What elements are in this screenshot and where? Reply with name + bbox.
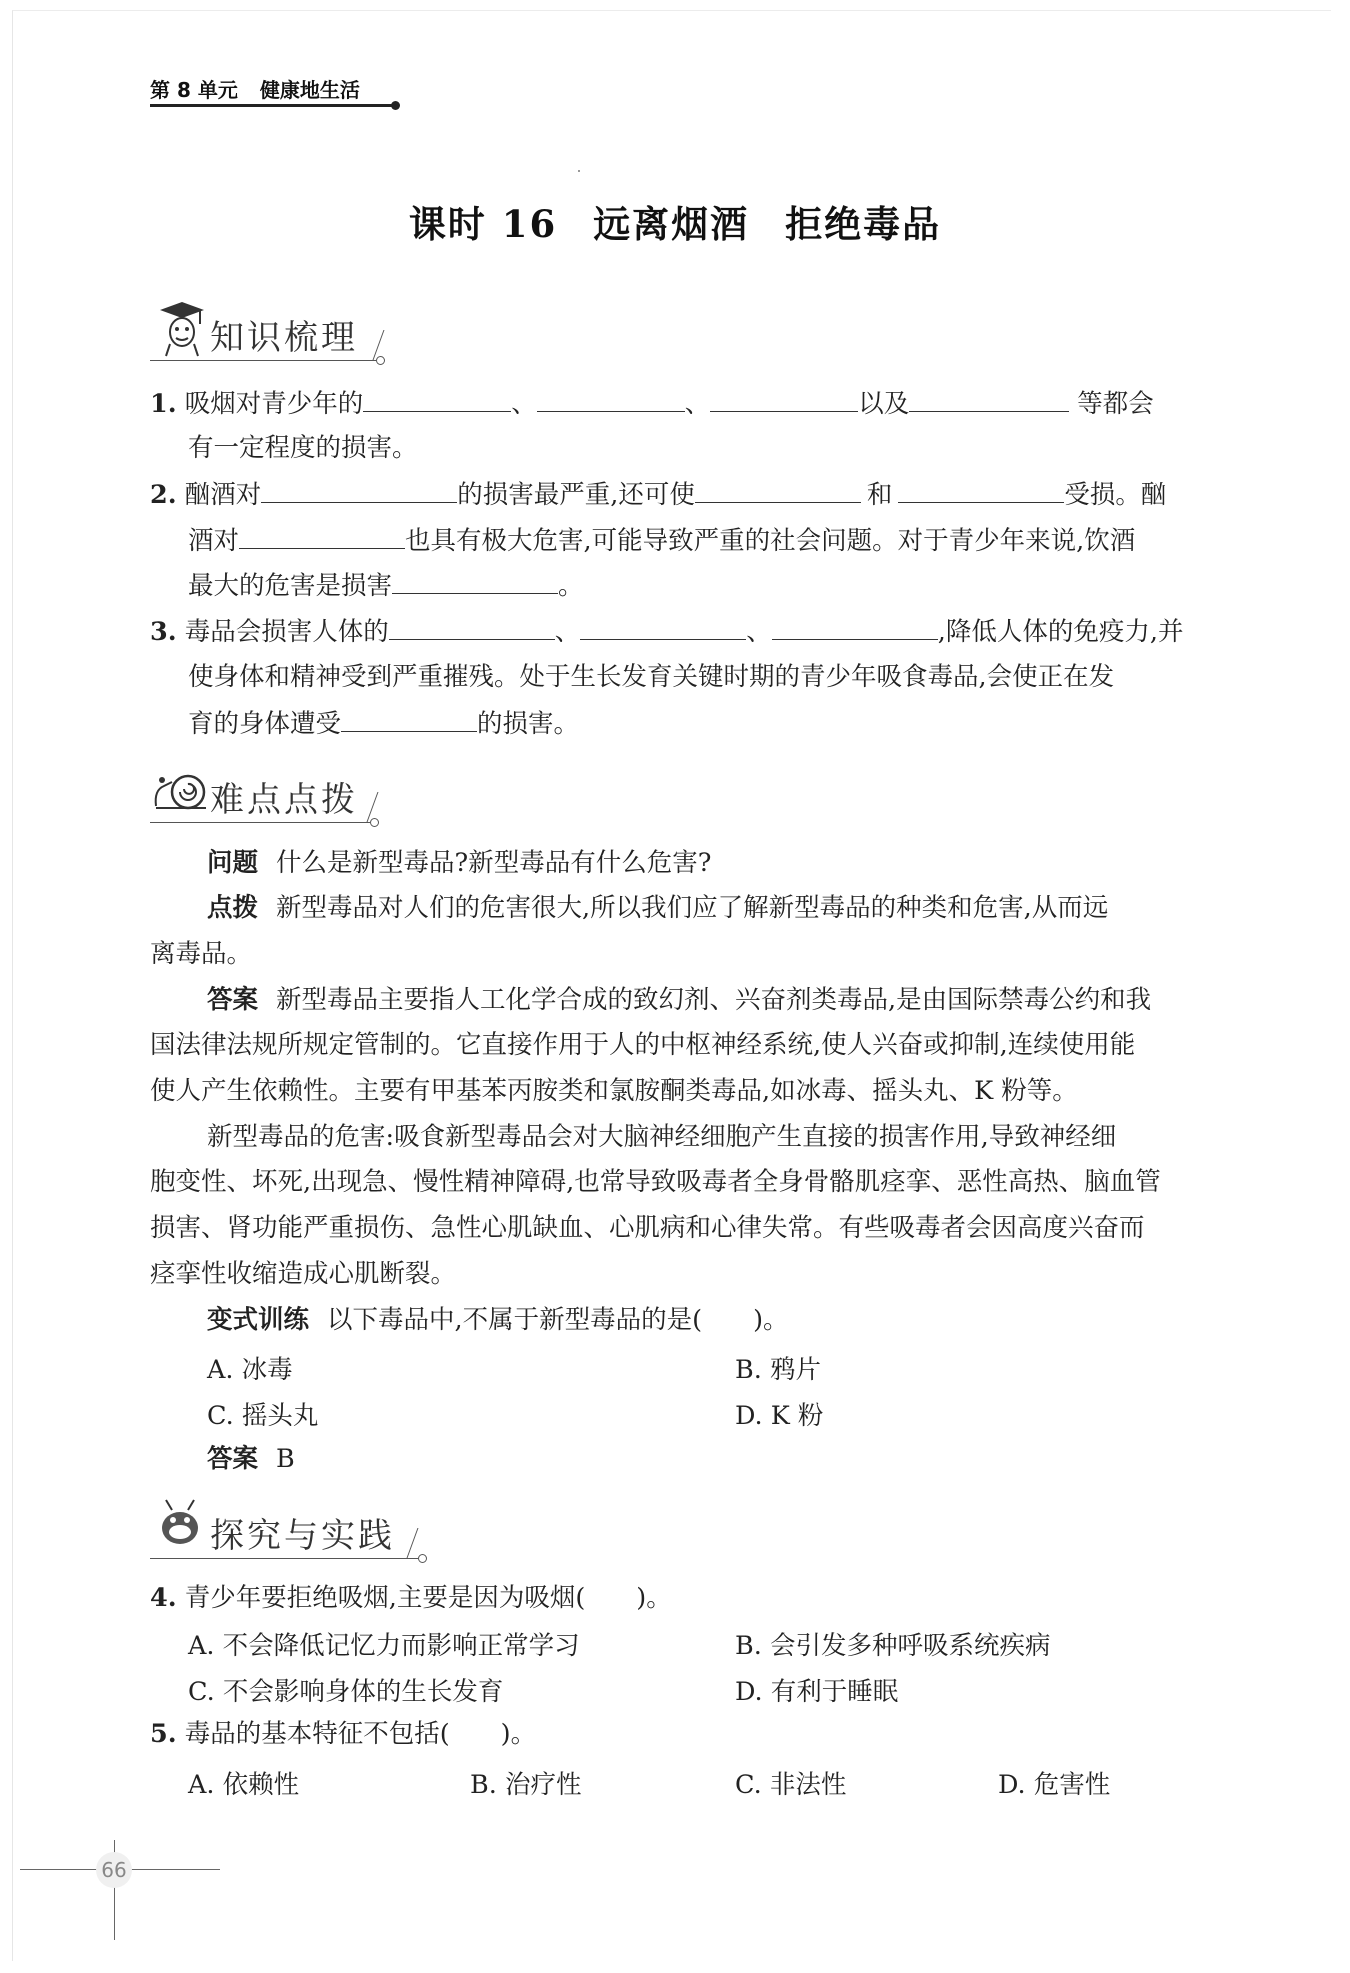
difficulty-answer-line2: 国法律法规所规定管制的。它直接作用于人的中枢神经系统,使人兴奋或抑制,连续使用能 [150, 1030, 1136, 1060]
section-difficulty-title: 难点点拨 [210, 780, 358, 820]
lesson-title-part2: 拒绝毒品 [785, 202, 942, 246]
q5-option-c[interactable]: C. 非法性 [735, 1770, 847, 1800]
fill-blank[interactable] [580, 613, 746, 640]
lesson-number: 课时 16 [408, 202, 558, 246]
fill-blank[interactable] [392, 567, 558, 594]
unit-title: 健康地生活 [259, 78, 360, 102]
unit-header [150, 74, 360, 103]
difficulty-harm-line2: 胞变性、坏死,出现急、慢性精神障碍,也常导致吸毒者全身骨骼肌痉挛、恶性高热、脑血管 [150, 1167, 1161, 1197]
q4-option-d[interactable]: D. 有利于睡眠 [735, 1677, 899, 1707]
knowledge-q2-line3: 最大的危害是损害 。 [188, 567, 584, 604]
section-knowledge-title: 知识梳理 [210, 318, 358, 358]
unit-number: 第 8 单元 [150, 78, 238, 102]
variant-option-b[interactable]: B. 鸦片 [735, 1355, 821, 1385]
q5-option-a[interactable]: A. 依赖性 [188, 1770, 300, 1800]
section-knowledge [150, 298, 390, 368]
page-number: 66 [96, 1852, 132, 1888]
knowledge-q2-line1: 2. 酗酒对 的损害最严重,还可使 和 受损。酗 [150, 476, 1166, 513]
lesson-title [0, 194, 1350, 248]
knowledge-q3-line3: 育的身体遭受 的损害。 [188, 705, 579, 742]
difficulty-harm-line3: 损害、肾功能严重损伤、急性心肌缺血、心肌病和心律失常。有些吸毒者会因高度兴奋而 [150, 1213, 1145, 1243]
variant-question: 变式训练 以下毒品中,不属于新型毒品的是( )。 [207, 1305, 789, 1335]
difficulty-harm-line4: 痉挛性收缩造成心肌断裂。 [150, 1259, 457, 1289]
fill-blank[interactable] [909, 385, 1069, 412]
fill-blank[interactable] [389, 613, 555, 640]
fill-blank[interactable] [341, 705, 477, 732]
fill-blank[interactable] [898, 476, 1064, 503]
q5-option-d[interactable]: D. 危害性 [998, 1770, 1111, 1800]
difficulty-question: 问题 什么是新型毒品?新型毒品有什么危害? [207, 848, 712, 878]
knowledge-q3-line1: 3. 毒品会损害人体的 、 、 ,降低人体的免疫力,并 [150, 613, 1184, 650]
fill-blank[interactable] [710, 385, 858, 412]
fill-blank[interactable] [239, 522, 405, 549]
variant-option-d[interactable]: D. K 粉 [735, 1401, 824, 1431]
q4-option-c[interactable]: C. 不会影响身体的生长发育 [188, 1677, 504, 1707]
variant-option-c[interactable]: C. 摇头丸 [207, 1401, 319, 1431]
difficulty-hint-line2: 离毒品。 [150, 939, 253, 969]
snail-icon [150, 760, 210, 820]
difficulty-answer-line1: 答案 新型毒品主要指人工化学合成的致幻剂、兴奋剂类毒品,是由国际禁毒公约和我 [207, 985, 1152, 1015]
knowledge-q3-line2: 使身体和精神受到严重摧残。处于生长发育关键时期的青少年吸食毒品,会使正在发 [188, 662, 1115, 692]
q4-option-a[interactable]: A. 不会降低记忆力而影响正常学习 [188, 1631, 580, 1661]
section-difficulty [150, 760, 390, 830]
knowledge-q1-line1: 1. 吸烟对青少年的 、 、 以及 等都会 [150, 385, 1154, 422]
fill-blank[interactable] [363, 385, 511, 412]
knowledge-q2-line2: 酒对 也具有极大危害,可能导致严重的社会问题。对于青少年来说,饮酒 [188, 522, 1135, 559]
section-practice [150, 1496, 430, 1566]
section-practice-rule [150, 1558, 418, 1559]
practice-q5: 5. 毒品的基本特征不包括( )。 [150, 1719, 537, 1749]
q5-option-b[interactable]: B. 治疗性 [470, 1770, 582, 1800]
variant-option-a[interactable]: A. 冰毒 [207, 1355, 293, 1385]
fill-blank[interactable] [261, 476, 457, 503]
unit-header-rule [150, 104, 395, 107]
fold-mark [578, 170, 580, 172]
section-difficulty-rule [150, 822, 370, 823]
section-knowledge-rule [150, 360, 376, 361]
knowledge-q1-line2: 有一定程度的损害。 [188, 433, 418, 463]
fill-blank[interactable] [772, 613, 938, 640]
fill-blank[interactable] [537, 385, 685, 412]
graduate-cap-icon [150, 298, 210, 358]
practice-q4: 4. 青少年要拒绝吸烟,主要是因为吸烟( )。 [150, 1583, 672, 1613]
smiling-bug-icon [150, 1496, 210, 1556]
q4-option-b[interactable]: B. 会引发多种呼吸系统疾病 [735, 1631, 1051, 1661]
difficulty-harm-line1: 新型毒品的危害:吸食新型毒品会对大脑神经细胞产生直接的损害作用,导致神经细 [207, 1122, 1117, 1152]
lesson-title-part1: 远离烟酒 [593, 202, 750, 246]
section-practice-hook [407, 1528, 419, 1558]
difficulty-hint-line1: 点拨 新型毒品对人们的危害很大,所以我们应了解新型毒品的种类和危害,从而远 [207, 893, 1109, 923]
difficulty-answer-line3: 使人产生依赖性。主要有甲基苯丙胺类和氯胺酮类毒品,如冰毒、摇头丸、K 粉等。 [150, 1076, 1078, 1106]
section-practice-title: 探究与实践 [210, 1516, 395, 1556]
variant-answer: 答案 B [207, 1444, 295, 1474]
fill-blank[interactable] [695, 476, 861, 503]
